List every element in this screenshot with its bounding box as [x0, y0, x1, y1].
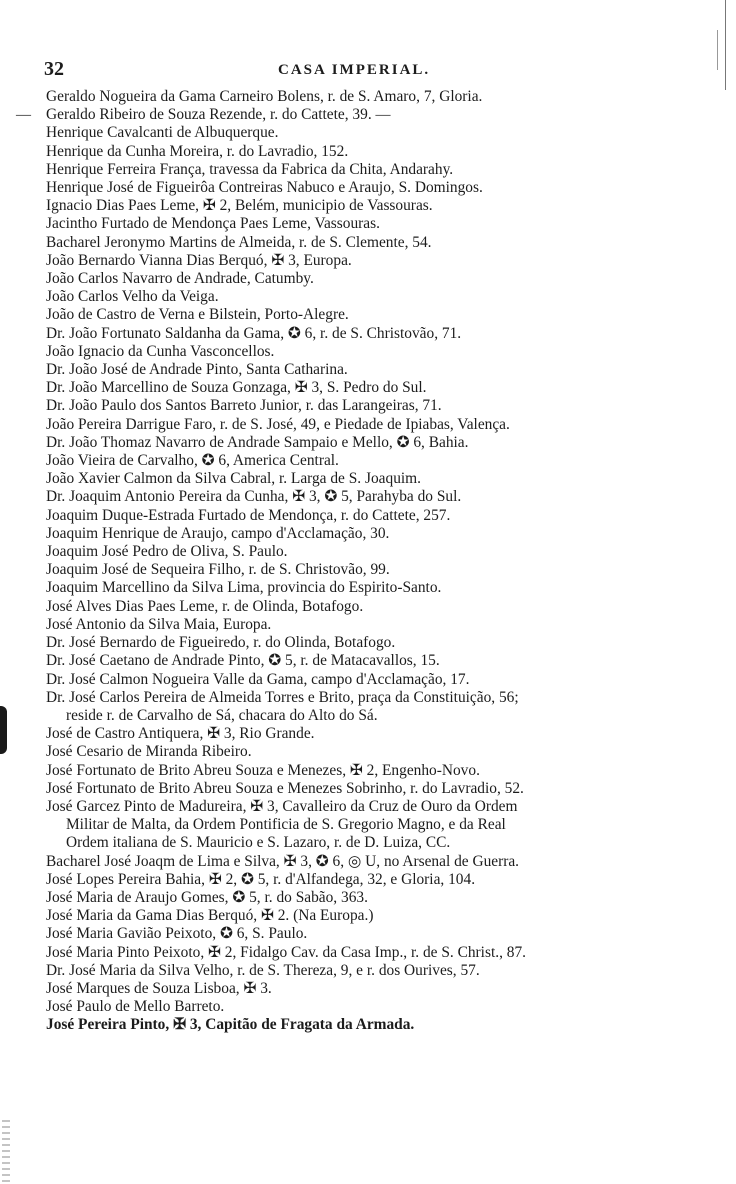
- directory-entry: [46, 361, 690, 379]
- directory-entry: [46, 197, 690, 215]
- entry-text: Dr. José Maria da Silva Velho, r. de S. Thereza, 9, e r. dos Ourives, 57.: [46, 961, 480, 979]
- binding-edge-line: [725, 0, 726, 90]
- entry-text: Dr. João Paulo dos Santos Barreto Junior, r. das Larangeiras, 71.: [46, 397, 442, 415]
- entry-text: Henrique Cavalcanti de Albuquerque.: [46, 124, 279, 142]
- entry-text: Dr. João Marcellino de Souza Gonzaga, ✠ 3, S. Pedro do Sul.: [46, 379, 427, 397]
- directory-entry: [46, 598, 690, 616]
- entry-text: Joaquim José Pedro de Oliva, S. Paulo.: [46, 543, 288, 561]
- entry-text: José Maria Gavião Peixoto, ✪ 6, S. Paulo.: [46, 925, 308, 943]
- directory-entry: [46, 397, 690, 415]
- directory-entry: [46, 907, 690, 925]
- entry-text: João Pereira Darrigue Faro, r. de S. José, 49, e Piedade de Ipiabas, Valença.: [46, 415, 510, 433]
- directory-entry: [46, 616, 690, 634]
- entry-text: Geraldo Nogueira da Gama Carneiro Bolens, r. de S. Amaro, 7, Gloria.: [46, 88, 483, 105]
- entry-text: Henrique da Cunha Moreira, r. do Lavradio, 152.: [46, 142, 349, 160]
- directory-entry: [46, 925, 690, 943]
- entry-text: José Marques de Souza Lisboa, ✠ 3.: [46, 979, 272, 997]
- entry-text: Jacintho Furtado de Mendonça Paes Leme, Vassouras.: [46, 215, 380, 233]
- directory-entry: [46, 343, 690, 361]
- entry-text: José Antonio da Silva Maia, Europa.: [46, 615, 272, 633]
- binding-edge-line: [717, 30, 718, 70]
- entry-continuation: Ordem italiana de S. Mauricio e S. Lazaro, r. de D. Luiza, CC.: [66, 834, 451, 852]
- entry-text: Bacharel José Joaqm de Lima e Silva, ✠ 3, ✪ 6, ◎ U, no Arsenal de Guerra.: [46, 852, 520, 870]
- page-header: [44, 58, 664, 84]
- entry-text: Henrique José de Figueirôa Contreiras Nabuco e Araujo, S. Domingos.: [46, 179, 483, 197]
- entry-text: Dr. José Caetano de Andrade Pinto, ✪ 5, r. de Matacavallos, 15.: [46, 652, 440, 670]
- entry-text: José Cesario de Miranda Ribeiro.: [46, 743, 252, 761]
- directory-entry: [46, 507, 690, 525]
- entry-text: José Fortunato de Brito Abreu Souza e Menezes, ✠ 2, Engenho-Novo.: [46, 761, 480, 779]
- entry-text: Joaquim Duque-Estrada Furtado de Mendonça, r. do Cattete, 257.: [46, 506, 451, 524]
- directory-entry: [46, 634, 690, 652]
- margin-dash-mark: —: [375, 107, 391, 124]
- directory-entry: [46, 780, 690, 798]
- ink-blot: [0, 706, 7, 754]
- entry-text: José de Castro Antiquera, ✠ 3, Rio Grande.: [46, 725, 315, 743]
- directory-entry: [46, 980, 690, 998]
- running-head: CASA IMPERIAL.: [278, 62, 431, 78]
- directory-entry: [46, 998, 690, 1016]
- directory-entry: [46, 671, 690, 689]
- entry-text: Dr. Joaquim Antonio Pereira da Cunha, ✠ 3, ✪ 5, Parahyba do Sul.: [46, 488, 462, 506]
- directory-entry: [46, 579, 690, 597]
- directory-entry: [46, 306, 690, 324]
- directory-entry: [46, 215, 690, 233]
- directory-entry: [46, 798, 690, 834]
- directory-entry: [46, 488, 690, 506]
- margin-dash-mark: —: [16, 107, 31, 124]
- directory-entry: [46, 379, 690, 397]
- entry-text: Bacharel Jeronymo Martins de Almeida, r. de S. Clemente, 54.: [46, 233, 432, 251]
- directory-entry: [46, 853, 690, 871]
- entry-text: Dr. José Bernardo de Figueiredo, r. do Olinda, Botafogo.: [46, 634, 396, 652]
- entry-text: João Vieira de Carvalho, ✪ 6, America Central.: [46, 452, 339, 470]
- directory-entry: [46, 161, 690, 179]
- directory-entry: [46, 525, 690, 543]
- entry-text: Joaquim José de Sequeira Filho, r. de S. Christovão, 99.: [46, 561, 390, 579]
- entry-text: João Carlos Velho da Veiga.: [46, 288, 219, 306]
- entry-text: José Pereira Pinto, ✠ 3, Capitão de Fragata da Armada.: [46, 1016, 415, 1034]
- entry-text: Joaquim Henrique de Araujo, campo d'Acclamação, 30.: [46, 524, 390, 542]
- directory-entry: [46, 179, 690, 197]
- directory-entry: [46, 252, 690, 270]
- entry-text: Henrique Ferreira França, travessa da Fabrica da Chita, Andarahy.: [46, 160, 454, 178]
- edge-specks: [2, 1120, 10, 1184]
- entry-text: José Lopes Pereira Bahia, ✠ 2, ✪ 5, r. d'Alfandega, 32, e Gloria, 104.: [46, 870, 476, 888]
- directory-entry: [46, 470, 690, 488]
- entry-continuation: reside r. de Carvalho de Sá, chacara do Alto do Sá.: [66, 706, 378, 724]
- entry-text: Ignacio Dias Paes Leme, ✠ 2, Belém, municipio de Vassouras.: [46, 197, 433, 215]
- directory-entry: [46, 452, 690, 470]
- directory-entry: [46, 743, 690, 761]
- directory-entry: [46, 889, 690, 907]
- directory-entry: [46, 543, 690, 561]
- entry-text: Joaquim Marcellino da Silva Lima, provincia do Espirito-Santo.: [46, 579, 442, 597]
- directory-entry: [46, 434, 690, 452]
- directory-entry: [46, 234, 690, 252]
- directory-entry: [46, 1016, 690, 1034]
- entry-text: Dr. João Thomaz Navarro de Andrade Sampaio e Mello, ✪ 6, Bahia.: [46, 433, 469, 451]
- directory-entry: [46, 762, 690, 780]
- directory-entry: [46, 124, 690, 142]
- entry-text: Dr. João José de Andrade Pinto, Santa Catharina.: [46, 361, 348, 379]
- directory-entry: [46, 416, 690, 434]
- directory-entry: [46, 288, 690, 306]
- entry-text: João Xavier Calmon da Silva Cabral, r. Larga de S. Joaquim.: [46, 470, 421, 488]
- entry-text: João Bernardo Vianna Dias Berquó, ✠ 3, Europa.: [46, 251, 352, 269]
- directory-entry: [46, 944, 690, 962]
- directory-entry: [46, 561, 690, 579]
- directory-entry: [46, 689, 690, 725]
- directory-entry: [46, 325, 690, 343]
- entry-text: Dr. José Calmon Nogueira Valle da Gama, campo d'Acclamação, 17.: [46, 670, 470, 688]
- entry-text: José Maria de Araujo Gomes, ✪ 5, r. do Sabão, 363.: [46, 888, 368, 906]
- entry-text: Dr. José Carlos Pereira de Almeida Torres e Brito, praça da Constituição, 56;: [46, 688, 519, 706]
- directory-entry: [46, 270, 690, 288]
- entry-text: José Maria Pinto Peixoto, ✠ 2, Fidalgo Cav. da Casa Imp., r. de S. Christ., 87.: [46, 943, 527, 961]
- entry-text: João de Castro de Verna e Bilstein, Porto-Alegre.: [46, 306, 349, 324]
- directory-entry: [46, 88, 690, 106]
- entry-text: José Maria da Gama Dias Berquó, ✠ 2. (Na Europa.): [46, 907, 374, 925]
- entry-text: José Alves Dias Paes Leme, r. de Olinda, Botafogo.: [46, 597, 364, 615]
- directory-list: [16, 88, 690, 1035]
- entry-text: João Carlos Navarro de Andrade, Catumby.: [46, 270, 314, 288]
- entry-text: José Garcez Pinto de Madureira, ✠ 3, Cavalleiro da Cruz de Ouro da Ordem: [46, 797, 518, 815]
- entry-text: João Ignacio da Cunha Vasconcellos.: [46, 342, 275, 360]
- directory-entry: [46, 652, 690, 670]
- entry-continuation: Militar de Malta, da Ordem Pontificia de S. Gregorio Magno, e da Real: [66, 816, 506, 834]
- directory-entry: [46, 143, 690, 161]
- directory-entry: [46, 871, 690, 889]
- entry-text: Geraldo Ribeiro de Souza Rezende, r. do Cattete, 39.: [46, 106, 372, 124]
- directory-entry: [46, 962, 690, 980]
- entry-text: Dr. João Fortunato Saldanha da Gama, ✪ 6, r. de S. Christovão, 71.: [46, 324, 462, 342]
- directory-entry: [46, 834, 690, 852]
- directory-entry: [16, 106, 690, 124]
- entry-text: José Fortunato de Brito Abreu Souza e Menezes Sobrinho, r. do Lavradio, 52.: [46, 779, 524, 797]
- page-number: 32: [44, 58, 64, 80]
- directory-entry: [46, 725, 690, 743]
- entry-text: José Paulo de Mello Barreto.: [46, 998, 225, 1016]
